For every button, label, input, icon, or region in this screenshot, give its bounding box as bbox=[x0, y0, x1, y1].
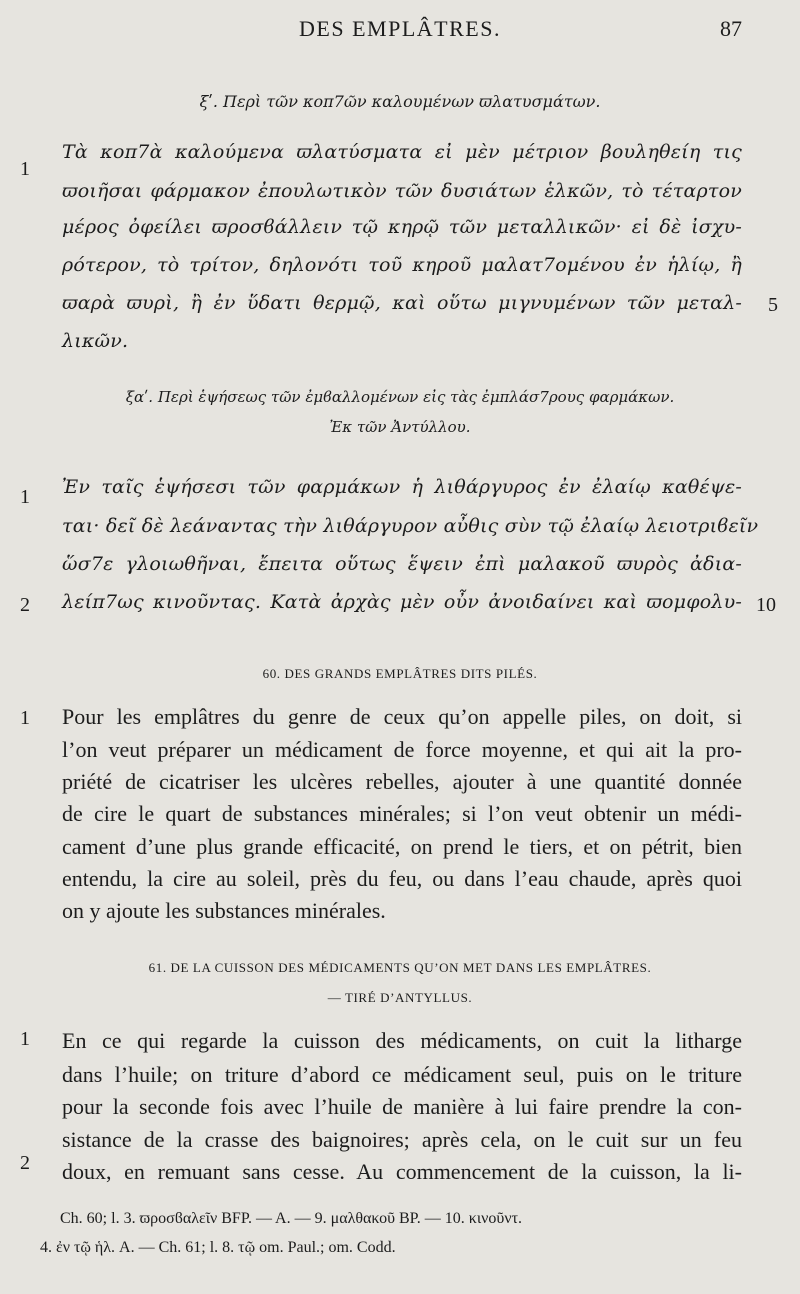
french-line: l’on veut préparer un médicament de force moyenne, et qui ait la pro- bbox=[62, 737, 742, 762]
greek-line: ϖοιῆσαι φάρμακον ἐπουλωτικὸν τῶν δυσιάτων ἑλκῶν, τὸ τέταρτον bbox=[62, 180, 742, 202]
line-number: 10 bbox=[756, 594, 776, 616]
margin-number: 1 bbox=[20, 707, 30, 729]
greek-heading-60: ξʹ. Περὶ τῶν κοπ7ῶν καλουμένων ϖλατυσμάτων. bbox=[199, 92, 601, 111]
greek-line: μέρος ὀφείλει ϖροσϐάλλειν τῷ κηρῷ τῶν μεταλλικῶν· εἰ δὲ ἰσχυ- bbox=[62, 216, 742, 238]
page-number: 87 bbox=[720, 16, 742, 41]
greek-heading-61: ξαʹ. Περὶ ἑψήσεως τῶν ἐμϐαλλομένων εἰς τὰς ἐμπλάσ7ρους φαρμάκων. bbox=[125, 388, 675, 406]
greek-line: λείπ7ως κινοῦντας. Κατὰ ἀρχὰς μὲν οὖν ἀνοιδαίνει καὶ ϖομφολυ- bbox=[62, 591, 742, 613]
line-number: 5 bbox=[768, 294, 778, 316]
french-line: sistance de la crasse des baignoires; après cela, on le cuit sur un feu bbox=[62, 1127, 742, 1152]
greek-line: ται· δεῖ δὲ λεάναντας τὴν λιθάργυρον αὖθις σὺν τῷ ἐλαίῳ λειοτριϐεῖν bbox=[62, 515, 759, 537]
french-line: dans l’huile; on triture d’abord ce médicament seul, puis on le triture bbox=[62, 1062, 742, 1087]
running-head-title: DES EMPLÂTRES. bbox=[299, 16, 501, 41]
running-head bbox=[0, 14, 800, 44]
french-heading-60: 60. DES GRANDS EMPLÂTRES DITS PILÉS. bbox=[262, 666, 538, 681]
french-line: entendu, la cire au soleil, près du feu, ou dans l’eau chaude, après quoi bbox=[62, 866, 742, 891]
french-line: doux, en remuant sans cesse. Au commencement de la cuisson, la li- bbox=[62, 1159, 742, 1184]
margin-number: 2 bbox=[20, 594, 30, 616]
french-line: pour la seconde fois avec l’huile de manière à lui faire prendre la con- bbox=[62, 1094, 742, 1119]
margin-number: 1 bbox=[20, 486, 30, 508]
greek-line: Τὰ κοπ7ὰ καλούμενα ϖλατύσματα εἰ μὲν μέτριον βουληθείη τις bbox=[62, 141, 742, 163]
french-line: En ce qui regarde la cuisson des médicaments, on cuit la litharge bbox=[62, 1028, 742, 1053]
french-line: Pour les emplâtres du genre de ceux qu’on appelle piles, on doit, si bbox=[62, 704, 742, 729]
french-line: priété de cicatriser les ulcères rebelles, ajouter à une quantité donnée bbox=[62, 769, 742, 794]
footnote-line: 4. ἐν τῷ ἡλ. A. — Ch. 61; l. 8. τῷ om. Paul.; om. Codd. bbox=[40, 1239, 396, 1256]
greek-line: ρότερον, τὸ τρίτον, δηλονότι τοῦ κηροῦ μαλατ7ομένου ἐν ἡλίῳ, ἢ bbox=[62, 254, 742, 276]
french-line: cament d’une plus grande efficacité, on prend le tiers, et on pétrit, bien bbox=[62, 834, 742, 859]
margin-number: 2 bbox=[20, 1152, 30, 1174]
french-line: on y ajoute les substances minérales. bbox=[62, 898, 386, 923]
margin-number: 1 bbox=[20, 158, 30, 180]
greek-line: Ἐν ταῖς ἑψήσεσι τῶν φαρμάκων ἡ λιθάργυρος ἐν ἐλαίῳ καθέψε- bbox=[62, 476, 742, 498]
french-heading-61: 61. DE LA CUISSON DES MÉDICAMENTS QU’ON MET DANS LES EMPLÂTRES. bbox=[148, 960, 652, 975]
greek-subheading-61: Ἐκ τῶν Ἀντύλλου. bbox=[329, 418, 471, 436]
greek-line: λικῶν. bbox=[62, 330, 129, 352]
greek-line: ϖαρὰ ϖυρὶ, ἢ ἐν ὕδατι θερμῷ, καὶ οὕτω μιγνυμένων τῶν μεταλ- bbox=[62, 292, 742, 314]
french-line: de cire le quart de substances minérales; si l’on veut obtenir un médi- bbox=[62, 801, 742, 826]
greek-line: ὥσ7ε γλοιωθῆναι, ἔπειτα οὕτως ἕψειν ἐπὶ μαλακοῦ ϖυρὸς ἀδια- bbox=[62, 553, 742, 575]
french-subheading-61: — TIRÉ D’ANTYLLUS. bbox=[327, 990, 473, 1005]
margin-number: 1 bbox=[20, 1028, 30, 1050]
footnote-line: Ch. 60; l. 3. ϖροσϐαλεῖν BFP. — A. — 9. μαλθακοῦ BP. — 10. κινοῦντ. bbox=[60, 1210, 522, 1227]
